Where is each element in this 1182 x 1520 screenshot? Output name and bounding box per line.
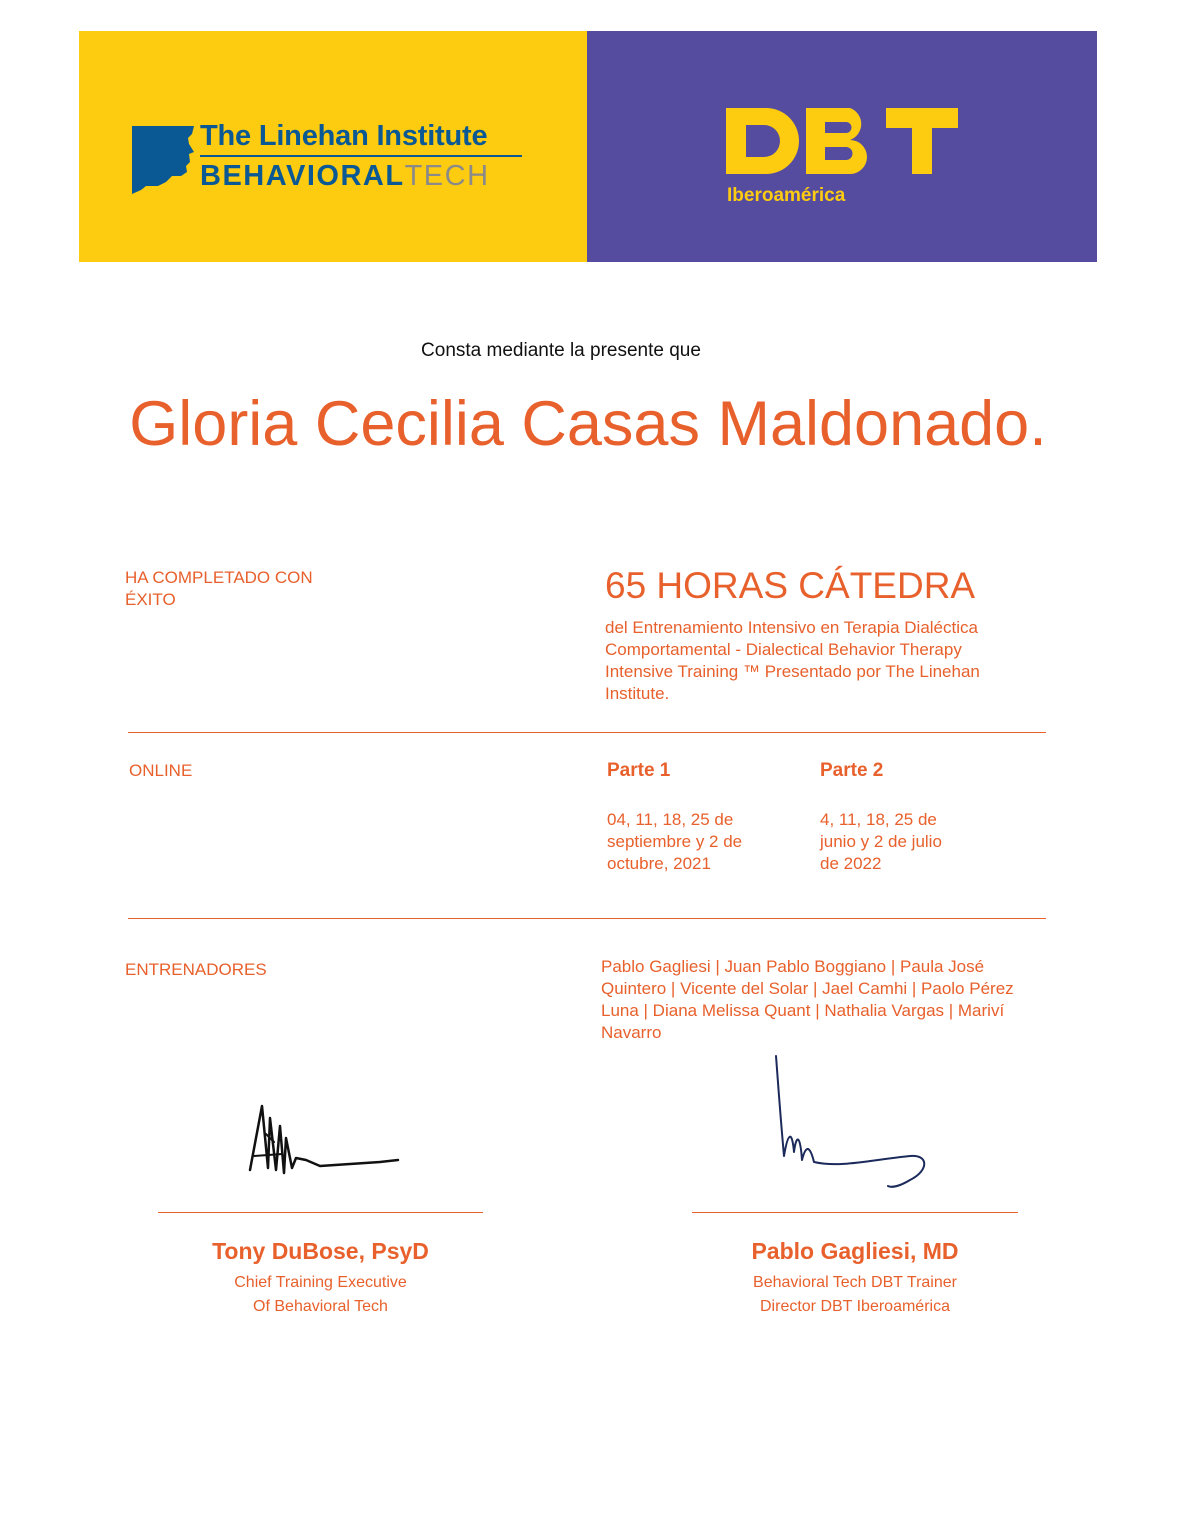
- signer-role: Of Behavioral Tech: [253, 1298, 388, 1315]
- completed-label: HA COMPLETADO CON ÉXITO: [125, 568, 313, 609]
- signature-tony-dubose: [240, 1098, 405, 1180]
- dbt-subtitle: Iberoamérica: [727, 185, 846, 206]
- linehan-logo-behavioral: BEHAVIORAL: [200, 160, 405, 192]
- head-profile-icon: [132, 126, 194, 194]
- signature-line: [692, 1212, 1018, 1213]
- trainers-list: Pablo Gagliesi | Juan Pablo Boggiano | Paula José Quintero | Vicente del Solar | Jael Camhi | Paolo Pérez Luna | Diana Melissa Quant | Nathalia Vargas | Mariví Navarro: [601, 957, 1014, 1042]
- linehan-logo-line1: The Linehan Institute: [200, 120, 488, 152]
- part2-title: Parte 2: [820, 760, 884, 781]
- hours-title: 65 HORAS CÁTEDRA: [605, 565, 976, 606]
- modality-label: ONLINE: [129, 761, 193, 780]
- course-description: del Entrenamiento Intensivo en Terapia Dialéctica Comportamental - Dialectical Behavior Therapy Intensive Training ™ Presentado por The Linehan Institute.: [605, 618, 980, 703]
- part1-dates: 04, 11, 18, 25 de septiembre y 2 de octubre, 2021: [607, 810, 743, 873]
- recipient-name: Gloria Cecilia Casas Maldonado.: [129, 389, 1047, 459]
- certificate-intro: Consta mediante la presente que: [421, 340, 701, 361]
- dbt-logo: [726, 108, 958, 174]
- linehan-logo-line2: [200, 160, 490, 193]
- divider: [128, 918, 1046, 919]
- divider: [128, 732, 1046, 733]
- part1-title: Parte 1: [607, 760, 671, 781]
- signer-name: Pablo Gagliesi, MD: [751, 1238, 959, 1264]
- signature-pablo-gagliesi: [770, 1052, 930, 1192]
- linehan-logo-tech: TECH: [404, 160, 490, 192]
- trainers-label: ENTRENADORES: [125, 960, 267, 979]
- linehan-logo-rule: [200, 155, 522, 157]
- signer-role: Behavioral Tech DBT Trainer: [753, 1274, 957, 1291]
- signer-role: Director DBT Iberoamérica: [760, 1298, 950, 1315]
- signature-line: [158, 1212, 483, 1213]
- signer-role: Chief Training Executive: [234, 1274, 407, 1291]
- part2-dates: 4, 11, 18, 25 de junio y 2 de julio de 2022: [820, 810, 942, 873]
- signer-name: Tony DuBose, PsyD: [212, 1238, 429, 1264]
